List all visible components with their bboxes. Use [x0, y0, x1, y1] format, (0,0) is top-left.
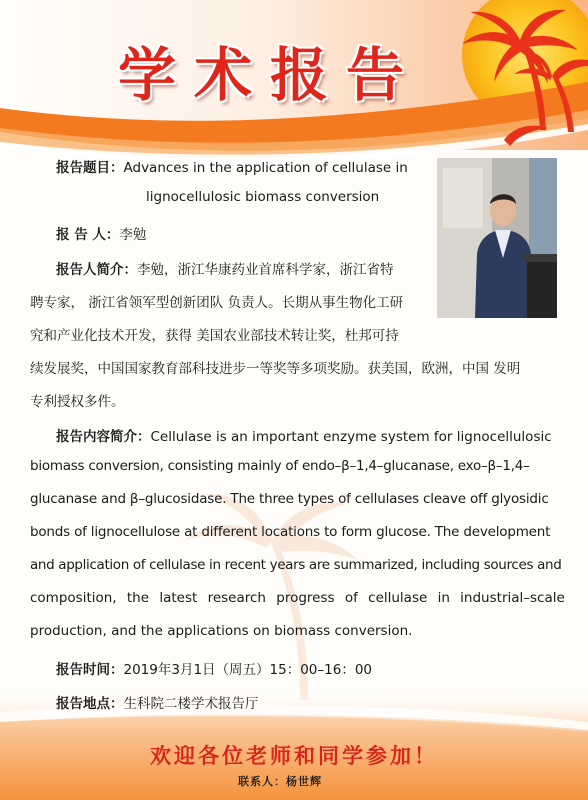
bio-text-4: 续发展奖，中国国家教育部科技进步一等奖等多项奖励。获美国，欧洲，中国 发明 — [30, 361, 521, 377]
time-line — [56, 658, 372, 678]
bio-text-2: 聘专家， 浙江省领军型创新团队 负责人。长期从事生物化工研 — [30, 295, 404, 311]
speaker-line — [56, 223, 146, 243]
place-value: 生科院二楼学术报告厅 — [123, 696, 259, 712]
place-line — [56, 692, 259, 712]
bio-line-1 — [56, 258, 394, 278]
bio-text-5: 专利授权多件。 — [30, 394, 125, 410]
abstract-text-4: bonds of lignocellulose at different locations to form glucose. The development — [30, 524, 551, 540]
abstract-label: 报告内容简介： — [56, 429, 151, 445]
time-value: 2019年3月1日（周五）15：00–16：00 — [123, 662, 372, 678]
topic-label: 报告题目： — [56, 160, 124, 176]
bio-text-3: 究和产业化技术开发，获得 美国农业部技术转让奖，杜邦可持 — [30, 328, 399, 344]
abstract-text-5: and application of cellulase in recent years are summarized, including sources and — [30, 557, 562, 573]
poster-title: 学术报告 — [117, 41, 422, 109]
topic-line-2: lignocellulosic biomass conversion — [146, 189, 380, 205]
abstract-text-7: production, and the applications on biomass conversion. — [30, 623, 413, 639]
topic-text-1: Advances in the application of cellulase in — [123, 160, 408, 176]
bio-text-1: 李勉，浙江华康药业首席科学家，浙江省特 — [137, 262, 394, 278]
abstract-text-2: biomass conversion, consisting mainly of endo–β–1,4–glucanase, exo–β–1,4– — [30, 458, 530, 474]
speaker-name: 李勉 — [119, 227, 147, 243]
place-label: 报告地点： — [56, 696, 124, 712]
speaker-photo — [437, 158, 557, 318]
bio-label: 报告人简介： — [56, 262, 137, 278]
speaker-label: 报 告 人： — [56, 227, 120, 243]
speaker-photo-drawing — [437, 158, 557, 318]
abstract-text-6: composition, the latest research progress of cellulase in industrial–scale — [30, 590, 565, 606]
topic-line-1 — [56, 156, 408, 176]
abstract-line-1 — [56, 425, 552, 445]
time-label: 报告时间： — [56, 662, 124, 678]
abstract-text-3: glucanase and β–glucosidase. The three types of cellulases cleave off glyosidic — [30, 491, 549, 507]
welcome-message: 欢迎各位老师和同学参加！ — [150, 743, 438, 768]
contact-person: 联系人：杨世辉 — [238, 775, 322, 788]
abstract-text-1: Cellulase is an important enzyme system for lignocellulosic — [150, 429, 552, 445]
